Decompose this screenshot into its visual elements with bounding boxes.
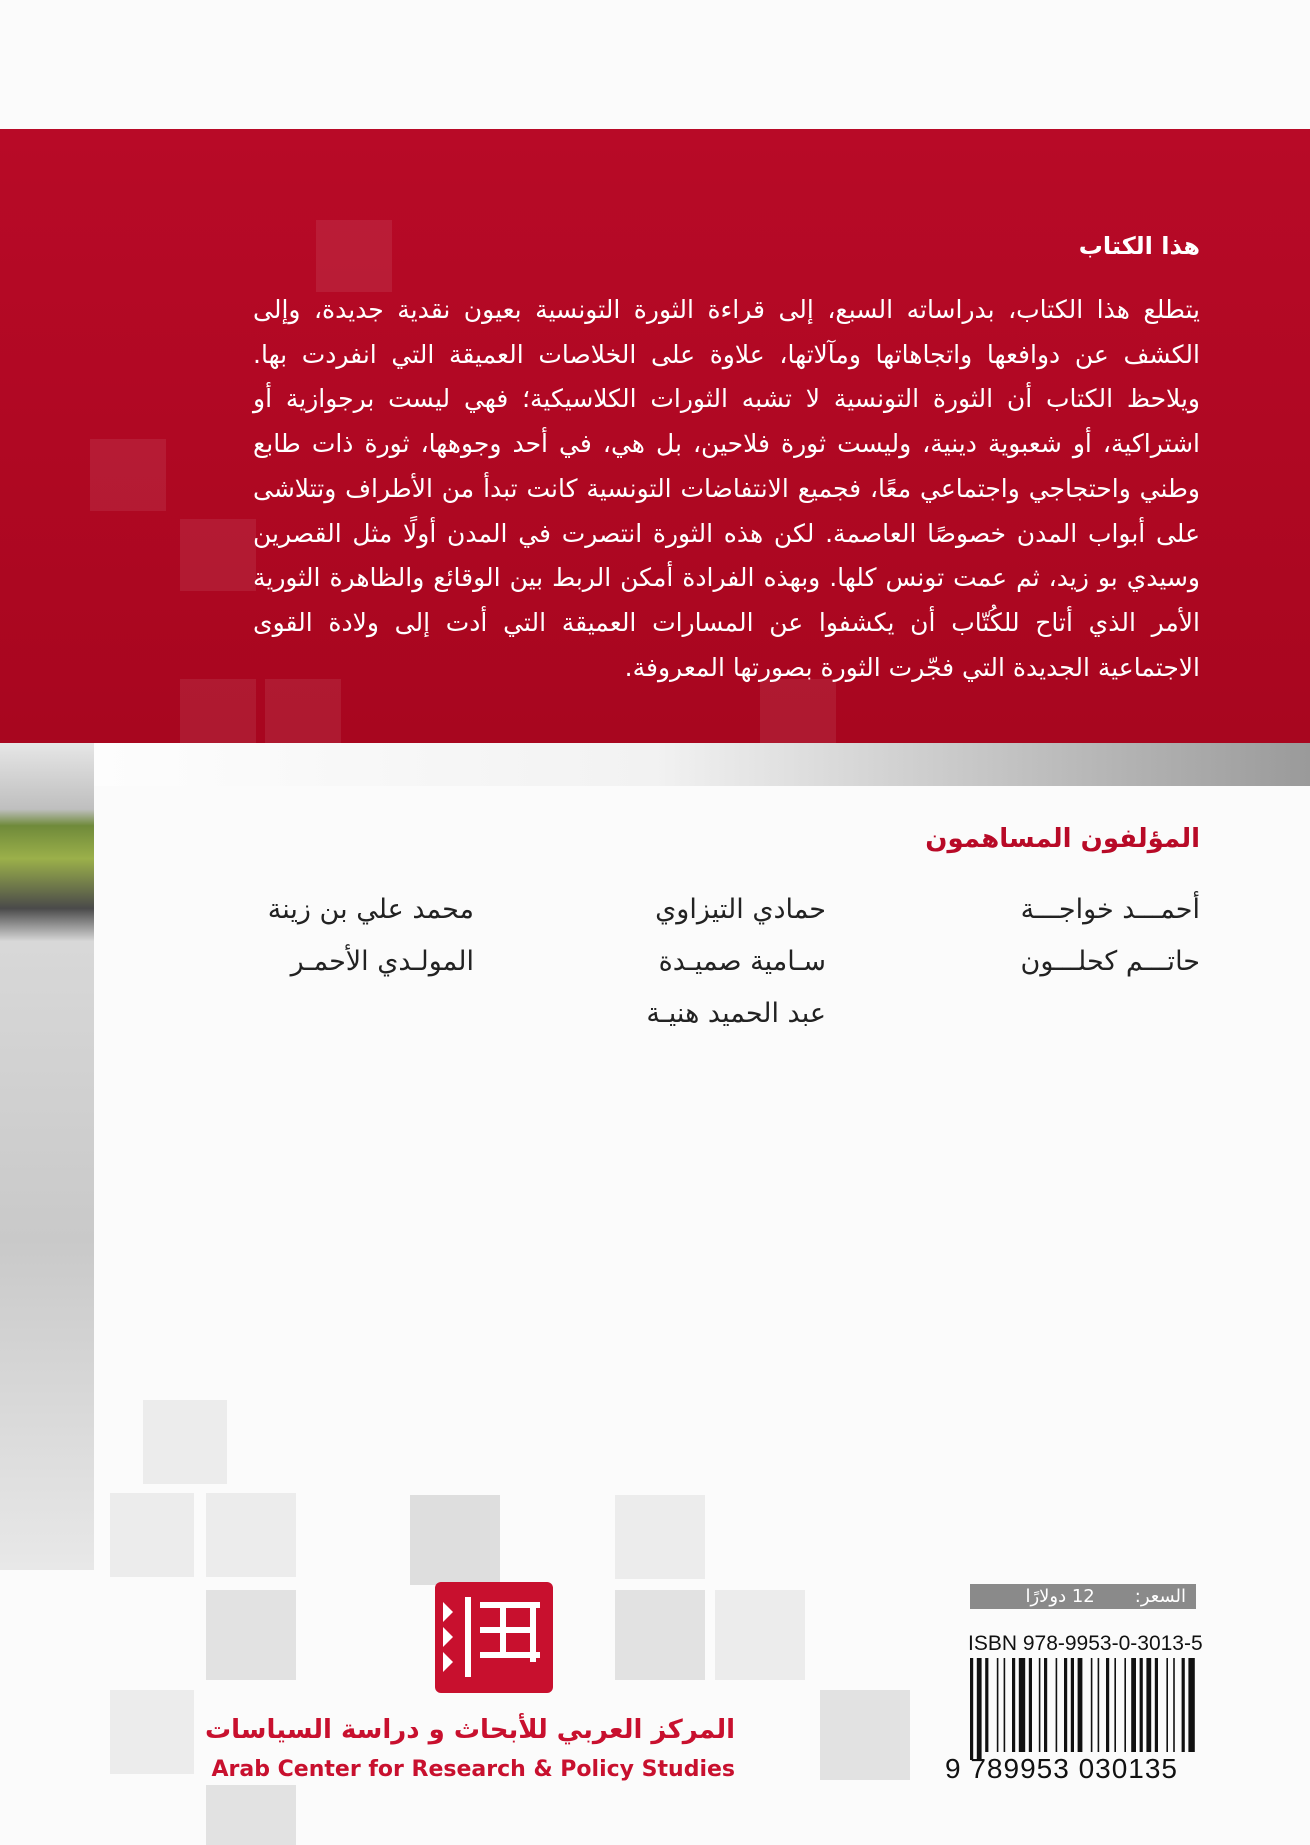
barcode-bar	[997, 1658, 999, 1752]
barcode-bar	[1124, 1658, 1126, 1752]
authors-column-1	[1021, 884, 1200, 988]
publisher-name-arabic: المركز العربي للأبحاث و دراسة السياسات	[204, 1715, 735, 1745]
barcode-bar	[1114, 1658, 1116, 1752]
author-name: حاتـــم كحلـــون	[1020, 946, 1200, 977]
barcode-bar	[1019, 1658, 1025, 1752]
barcode-bar	[1056, 1658, 1058, 1752]
barcode-bar	[1091, 1658, 1093, 1752]
barcode-bar	[1064, 1658, 1067, 1752]
price-value: 12 دولارًا	[1025, 1586, 1095, 1607]
authors-heading: المؤلفون المساهمون	[925, 824, 1200, 854]
barcode-bar	[1106, 1658, 1109, 1752]
publisher-name-english: Arab Center for Research & Policy Studies	[211, 1757, 735, 1782]
barcode-bar	[1039, 1658, 1041, 1752]
barcode-bar	[1078, 1658, 1083, 1752]
barcode-bar	[1098, 1658, 1100, 1752]
price-box	[970, 1584, 1196, 1609]
barcode-bar	[1044, 1658, 1047, 1752]
barcode-bar	[985, 1658, 988, 1752]
barcode-bar	[1004, 1658, 1006, 1752]
barcode-bar	[1182, 1658, 1185, 1752]
divider-strip	[0, 743, 1310, 786]
authors-column-3	[268, 884, 474, 988]
barcode-bar	[1146, 1658, 1151, 1752]
authors-column-2	[646, 884, 826, 1040]
barcode-bar	[1012, 1658, 1015, 1752]
author-name: عبد الحميد هنيـة	[646, 998, 826, 1029]
barcode-number: 9 789953 030135	[945, 1753, 1178, 1784]
barcode-bar	[1131, 1658, 1136, 1752]
barcode-bar	[1166, 1658, 1168, 1752]
author-name: حمادي التيزاوي	[655, 894, 826, 925]
about-title: هذا الكتاب	[1078, 232, 1200, 260]
barcode-bar	[970, 1658, 973, 1760]
about-paragraph: يتطلع هذا الكتاب، بدراساته السبع، إلى قراءة الثورة التونسية بعيون نقدية جديدة، وإلى الكشف عن دوافعها واتجاهاتها ومآلاتها، علاوة على الخلاصات العميقة التي انفردت بها. ويلاحظ الكتاب أن الثورة التونسية لا تشبه الثورات الكلاسيكية؛ فهي ليست برجوازية أو اشتراكية، أو شعبوية دينية، وليست ثورة فلاحين، بل هي، في أحد وجوهها، ثورة ذات طابع وطني واحتجاجي واجتماعي معًا، فجميع الانتفاضات التونسية كانت تبدأ من الأطراف وتتلاشى على أبواب المدن خصوصًا العاصمة. لكن هذه الثورة انتصرت في المدن أولًا مثل القصرين وسيدي بو زيد، ثم عمت تونس كلها. وبهذه الفرادة أمكن الربط بين الوقائع والظاهرة الثورية الأمر الذي أتاح للكُتّاب أن يكشفوا عن المسارات العميقة التي أدت إلى ولادة القوى الاجتماعية الجديدة التي فجّرت الثورة بصورتها المعروفة.	[253, 295, 1200, 682]
price-label: السعر:	[1134, 1586, 1186, 1607]
barcode-bar	[1188, 1658, 1194, 1752]
barcode-bar	[1155, 1658, 1158, 1752]
publisher-logo	[435, 1582, 553, 1693]
barcode-bar	[1173, 1658, 1175, 1752]
barcode-bar	[977, 1658, 982, 1760]
author-name: المولـدي الأحمـر	[290, 946, 474, 977]
barcode	[970, 1658, 1196, 1760]
author-name: سـامية صميـدة	[658, 946, 826, 977]
street-photo	[0, 743, 94, 1570]
author-name: أحمـــد خواجـــة	[1020, 894, 1200, 925]
author-name: محمد علي بن زينة	[267, 894, 474, 925]
isbn-text: ISBN 978-9953-0-3013-5	[968, 1632, 1203, 1655]
barcode-bar	[1029, 1658, 1032, 1752]
barcode-bar	[1071, 1658, 1074, 1752]
barcode-bar	[1140, 1658, 1143, 1752]
